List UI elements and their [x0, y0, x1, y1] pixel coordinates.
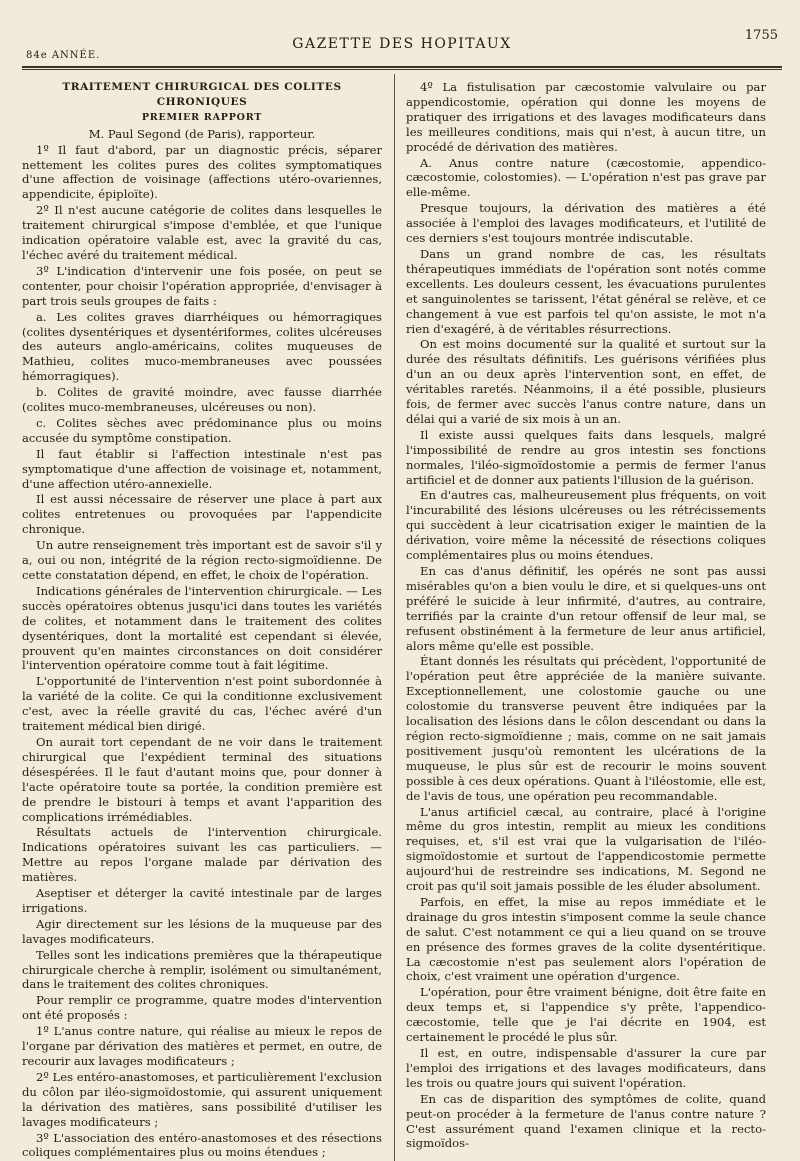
issue-year-label: 84e ANNÉE.	[26, 50, 101, 61]
paragraph: 2º Il n'est aucune catégorie de colites dans lesquelles le traitement chirurgical s'impose d'emblée, et que l'unique indication opératoire valable est, avec la gravité du cas, l'échec avéré du traitement médical.	[22, 203, 382, 262]
paragraph: 1º L'anus contre nature, qui réalise au mieux le repos de l'organe par dérivation des matières et permet, en outre, de recourir aux lavages modificateurs ;	[22, 1024, 382, 1068]
paragraph: 3º L'indication d'intervenir une fois posée, on peut se contenter, pour choisir l'opération appropriée, d'envisager à part trois seuls groupes de faits :	[22, 263, 382, 308]
paragraph: Presque toujours, la dérivation des matières a été associée à l'emploi des lavages modificateurs, et l'utilité de ces derniers s'est toujours montrée indiscutable.	[406, 201, 766, 246]
header-rule-thick	[22, 66, 782, 68]
paragraph: Il existe aussi quelques faits dans lesquels, malgré l'impossibilité de rendre au gros intestin ses fonctions normales, l'iléo-sigmoïdostomie a permis de fermer l'anus artificiel et de donner aux patients l'illusion de la guérison.	[406, 427, 766, 487]
paragraph: Il est aussi nécessaire de réserver une place à part aux colites entretenues ou provoquées par l'appendicite chronique.	[22, 492, 382, 537]
paragraph: On aurait tort cependant de ne voir dans le traitement chirurgical que l'expédient terminal des situations désespérées. Il le faut d'autant moins que, pour donner à l'acte opératoire toute sa portée, la condition première est de prendre le bistouri à temps et avant l'apparition des complications irrémédiables.	[22, 734, 382, 824]
paragraph: 4º La fistulisation par cæcostomie valvulaire ou par appendicostomie, opération qui donne les moyens de pratiquer des irrigations et des lavages modificateurs dans les meilleures conditions, mais qui n'est, à aucun titre, un procédé de dérivation des matières.	[406, 80, 766, 154]
left-column	[22, 80, 394, 1161]
two-column-body	[22, 80, 782, 1161]
paragraph: c. Colites sèches avec prédominance plus ou moins accusée du symptôme constipation.	[22, 415, 382, 445]
right-column	[394, 80, 766, 1161]
paragraph: b. Colites de gravité moindre, avec fausse diarrhée (colites muco-membraneuses, ulcéreuses ou non).	[22, 385, 382, 415]
article-title: TRAITEMENT CHIRURGICAL DES COLITES CHRONIQUES	[62, 81, 342, 108]
paragraph: A. Anus contre nature (cæcostomie, appendico-cæcostomie, colostomies). — L'opération n'est pas grave par elle-même.	[406, 155, 766, 200]
paragraph: L'opportunité de l'intervention n'est point subordonnée à la variété de la colite. Ce qui la conditionne exclusivement c'est, avec la réelle gravité du cas, l'échec avéré d'un traitement médical bien dirigé.	[22, 674, 382, 734]
paragraph: En cas d'anus définitif, les opérés ne sont pas aussi misérables qu'on a bien voulu le dire, et si quelques-uns ont préféré le suicide à leur infirmité, d'autres, au contraire, terrifiés par la crainte d'un retour offensif de leur mal, se refusent obstinément à la fermeture de leur anus artificiel, alors même qu'elle est possible.	[406, 564, 766, 653]
paragraph: L'anus artificiel cæcal, au contraire, placé à l'origine même du gros intestin, remplit au mieux les conditions requises, et, s'il est vrai que la vulgarisation de l'iléo-sigmoïdostomie et surtout de l'appendicostomie permette aujourd'hui de restreindre ses indications, M. Segond ne croit pas qu'il soit jamais possible de les éluder absolument.	[406, 804, 766, 894]
paragraph: Étant donnés les résultats qui précèdent, l'opportunité de l'opération peut être appréciée de la manière suivante. Exceptionnellement, une colostomie gauche ou une colostomie du transverse peuvent être indiquées par la localisation des lésions dans le côlon descendant ou dans la région recto-sigmoïdienne ; mais, comme on ne sait jamais positivement jusqu'où remontent les ulcérations de la muqueuse, le plus sûr est de recourir le moins souvent possible à ces deux opérations. Quant à l'iléostomie, elle est, de l'avis de tous, une opération peu recommandable.	[406, 654, 766, 803]
paragraph: Il faut établir si l'affection intestinale n'est pas symptomatique d'une affection de voisinage et, notamment, d'une affection utéro-annexielle.	[22, 446, 382, 491]
paragraph: Pour remplir ce programme, quatre modes d'intervention ont été proposés :	[22, 993, 382, 1023]
article-subtitle: PREMIER RAPPORT	[141, 111, 263, 123]
paragraph: En d'autres cas, malheureusement plus fréquents, on voit l'incurabilité des lésions ulcéreuses ou les rétrécissements qui succèdent à leur cicatrisation exiger le maintien de la dérivation, voire même la nécessité de résections coliques complémentaires plus ou moins étendues.	[406, 488, 766, 563]
newspaper-title: GAZETTE DES HOPITAUX	[292, 36, 512, 52]
paragraph: En cas de disparition des symptômes de colite, quand peut-on procéder à la fermeture de l'anus contre nature ? C'est assurément quand l'examen clinique et la recto-sigmoïdos-	[406, 1091, 766, 1151]
section-heading-paragraph: Indications générales de l'intervention chirurgicale. — Les succès opératoires obtenus jusqu'ici dans toutes les variétés de colites, et notamment dans le traitement des colites dysentériques, dont la mortalité est cependant si élevée, prouvent qu'en maintes circonstances on doit considérer l'intervention opératoire comme tout à fait légitime.	[22, 583, 382, 673]
paragraph: Aseptiser et déterger la cavité intestinale par de larges irrigations.	[22, 886, 382, 915]
page-number: 1755	[744, 28, 778, 43]
paragraph: a. Les colites graves diarrhéiques ou hémorragiques (colites dysentériques et dysentériformes, colites ulcéreuses des auteurs anglo-américains, colites muqueuses de Mathieu, colites muco-membraneuses avec poussées hémorragiques).	[22, 309, 382, 384]
page-header	[22, 24, 782, 64]
paragraph: Il est, en outre, indispensable d'assurer la cure par l'emploi des irrigations et des lavages modificateurs, dans les trois ou quatre jours qui suivent l'opération.	[406, 1046, 766, 1090]
paragraph: Parfois, en effet, la mise au repos immédiate et le drainage du gros intestin s'imposent comme la seule chance de salut. C'est notamment ce qui a lieu quand on se trouve en présence des formes graves de la colite dysentéritique. La cæcostomie n'est pas seulement alors l'opération de choix, c'est vraiment une opération d'urgence.	[406, 894, 766, 984]
paragraph: 3º L'association des entéro-anastomoses et des résections coliques complémentaires plus ou moins étendues ;	[22, 1130, 382, 1160]
section-heading-paragraph: Résultats actuels de l'intervention chirurgicale. Indications opératoires suivant les cas particuliers. — Mettre au repos l'organe malade par dérivation des matières.	[22, 825, 382, 885]
header-rule-thin	[22, 69, 782, 70]
column-divider	[394, 74, 395, 1161]
paragraph: Dans un grand nombre de cas, les résultats thérapeutiques immédiats de l'opération sont notés comme excellents. Les douleurs cessent, les évacuations purulentes et sanguinolentes se tarissent, l'état général se relève, et ce changement à vue est parfois tel qu'on assiste, le mot n'a rien d'exagéré, à de véritables résurrections.	[406, 246, 766, 336]
paragraph: Un autre renseignement très important est de savoir s'il y a, oui ou non, intégrité de la région recto-sigmoïdienne. De cette constatation dépend, en effet, le choix de l'opération.	[22, 538, 382, 582]
paragraph: 1º Il faut d'abord, par un diagnostic précis, séparer nettement les colites pures des colites symptomatiques d'une affection de voisinage (affections utéro-ovariennes, appendicite, épiploïte).	[22, 142, 382, 202]
paragraph: L'opération, pour être vraiment bénigne, doit être faite en deux temps et, si l'appendice s'y prête, l'appendico-cæcostomie, telle que je l'ai décrite en 1904, est certainement le procédé le plus sûr.	[406, 985, 766, 1045]
article-author: M. Paul Segond (de Paris), rapporteur.	[88, 126, 316, 141]
paragraph: Agir directement sur les lésions de la muqueuse par des lavages modificateurs.	[22, 916, 382, 946]
paragraph: 2º Les entéro-anastomoses, et particulièrement l'exclusion du côlon par iléo-sigmoïdostomie, qui assurent uniquement la dérivation des matières, sans possibilité d'utiliser les lavages modificateurs ;	[22, 1069, 382, 1129]
paragraph: Telles sont les indications premières que la thérapeutique chirurgicale cherche à remplir, isolément ou simultanément, dans le traitement des colites chroniques.	[22, 947, 382, 992]
paragraph: On est moins documenté sur la qualité et surtout sur la durée des résultats définitifs. Les guérisons vérifiées plus d'un an ou deux après l'intervention sont, en effet, de véritables raretés. Néanmoins, il a été possible, plusieurs fois, de fermer avec succès l'anus contre nature, dans un délai qui a varié de six mois à un an.	[406, 337, 766, 426]
